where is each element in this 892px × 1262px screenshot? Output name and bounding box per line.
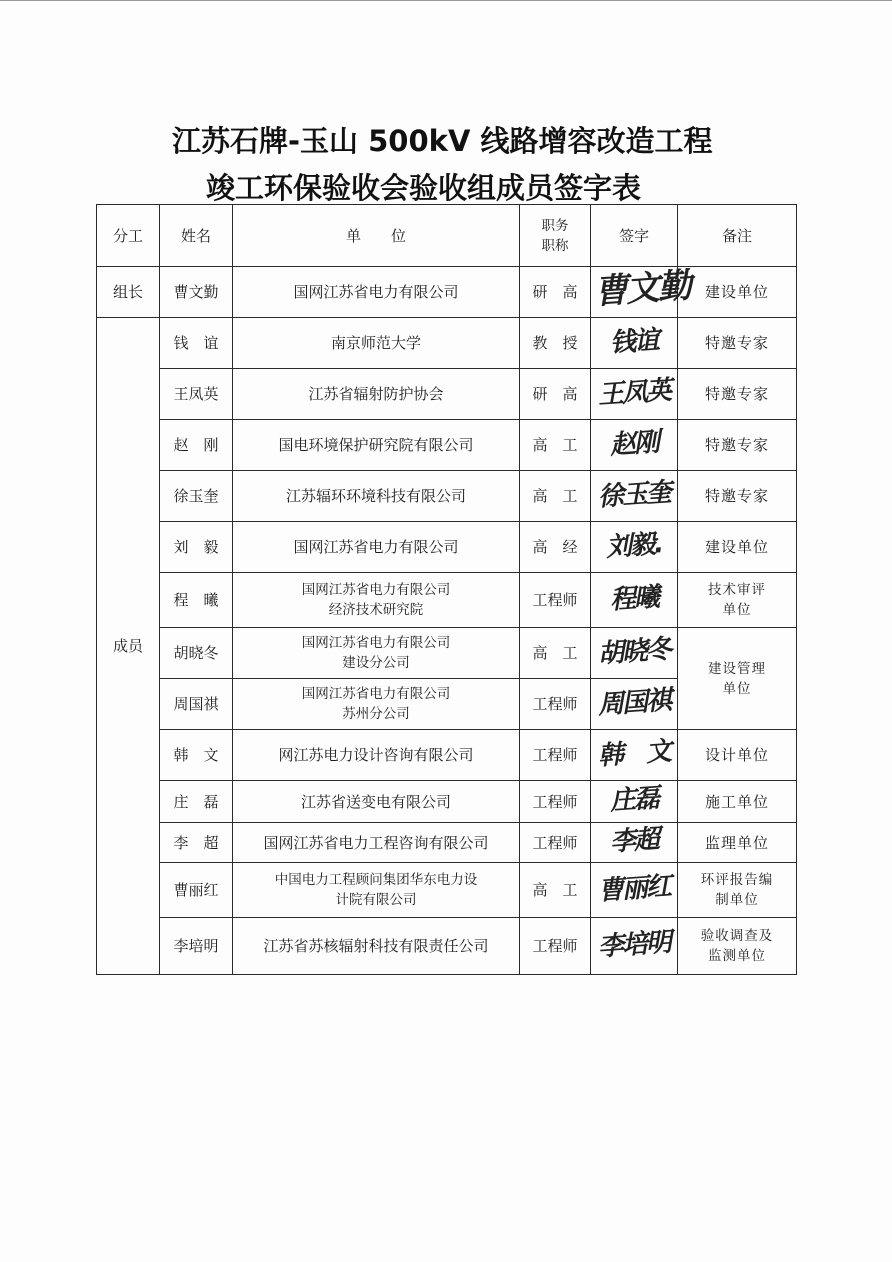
handwritten-signature: 王凤英: [597, 375, 671, 410]
table-row: [97, 628, 797, 679]
handwritten-signature: 曹文勤: [592, 265, 692, 313]
member-remark-line2: 单位: [722, 680, 752, 697]
member-unit: 国网江苏省电力有限公司: [233, 522, 520, 573]
table-row: [97, 369, 797, 420]
member-remark: 施工单位: [678, 781, 797, 823]
member-signature: [591, 628, 678, 679]
member-remark-line2: 单位: [722, 602, 752, 618]
member-title: 高 工: [520, 628, 591, 679]
member-name: 程 曦: [160, 573, 233, 628]
table-row: [97, 918, 797, 975]
member-remark: [678, 918, 797, 975]
member-unit: 国网江苏省电力工程咨询有限公司: [233, 823, 520, 863]
table-row: [97, 573, 797, 628]
member-signature: [591, 471, 678, 522]
leader-row: [97, 267, 797, 318]
header-name: 姓名: [160, 205, 233, 267]
member-title: 教 授: [520, 318, 591, 369]
member-title: 工程师: [520, 781, 591, 823]
member-remark: 建设单位: [678, 522, 797, 573]
member-name: 庄 磊: [160, 781, 233, 823]
handwritten-signature: 周国祺: [597, 685, 671, 720]
member-unit-line1: 中国电力工程顾问集团华东电力设: [274, 872, 478, 888]
member-remark: [678, 628, 797, 730]
member-remark: 监理单位: [678, 823, 797, 863]
member-remark: 设计单位: [678, 730, 797, 781]
member-remark-line1: 技术审评: [708, 582, 766, 598]
member-title: 研 高: [520, 369, 591, 420]
member-signature: [591, 918, 678, 975]
member-unit-line1: 国网江苏省电力有限公司: [301, 686, 451, 702]
member-unit: 网江苏电力设计咨询有限公司: [233, 730, 520, 781]
table-row: [97, 730, 797, 781]
member-name: 曹丽红: [160, 863, 233, 918]
member-signature: [591, 369, 678, 420]
member-unit: [233, 679, 520, 730]
table-row: [97, 471, 797, 522]
member-name: 胡晓冬: [160, 628, 233, 679]
member-title: 工程师: [520, 918, 591, 975]
member-unit-line2: 建设分公司: [342, 655, 410, 671]
member-signature: [591, 318, 678, 369]
table-row: [97, 863, 797, 918]
member-name: 李 超: [160, 823, 233, 863]
table-row: [97, 420, 797, 471]
member-title: 工程师: [520, 823, 591, 863]
header-title: [520, 205, 591, 267]
member-signature: [591, 730, 678, 781]
table-row: [97, 823, 797, 863]
leader-role: 组长: [97, 267, 160, 318]
header-signature: 签字: [591, 205, 678, 267]
member-remark: 特邀专家: [678, 318, 797, 369]
table-row: [97, 781, 797, 823]
handwritten-signature: 刘毅.: [605, 528, 663, 563]
handwritten-signature: 徐玉奎: [597, 477, 671, 512]
member-name: 周国祺: [160, 679, 233, 730]
member-unit: [233, 628, 520, 679]
member-signature: [591, 781, 678, 823]
leader-unit: 国网江苏省电力有限公司: [233, 267, 520, 318]
member-signature: [591, 823, 678, 863]
header-role: 分工: [97, 205, 160, 267]
member-unit: [233, 863, 520, 918]
member-unit: 江苏省送变电有限公司: [233, 781, 520, 823]
member-title: 高 工: [520, 863, 591, 918]
leader-signature: [591, 265, 692, 318]
member-name: 韩 文: [160, 730, 233, 781]
table-row: [97, 318, 797, 369]
member-unit-line2: 苏州分公司: [342, 706, 410, 722]
member-remark: 特邀专家: [678, 471, 797, 522]
member-signature: [591, 420, 678, 471]
member-unit: 江苏省辐射防护协会: [233, 369, 520, 420]
member-unit: 国电环境保护研究院有限公司: [233, 420, 520, 471]
member-title: 高 经: [520, 522, 591, 573]
handwritten-signature: 赵刚: [608, 426, 659, 461]
member-signature: [591, 679, 678, 730]
member-remark-line2: 制单位: [715, 892, 759, 908]
member-remark-line2: 监测单位: [708, 948, 766, 964]
member-signature: [591, 522, 678, 573]
header-unit: 单 位: [233, 205, 520, 267]
header-title-line1: 职务: [541, 217, 569, 234]
header-remark: 备注: [678, 205, 797, 267]
member-name: 李培明: [160, 918, 233, 975]
page-top-border: [0, 0, 892, 1]
handwritten-signature: 韩 文: [597, 736, 671, 771]
member-name: 赵 刚: [160, 420, 233, 471]
member-remark: 特邀专家: [678, 420, 797, 471]
member-name: 王凤英: [160, 369, 233, 420]
member-title: 工程师: [520, 730, 591, 781]
member-unit: 江苏省苏核辐射科技有限责任公司: [233, 918, 520, 975]
signature-table: [96, 204, 797, 975]
member-title: 高 工: [520, 420, 591, 471]
member-title: 高 工: [520, 471, 591, 522]
member-unit-line2: 经济技术研究院: [328, 602, 424, 618]
handwritten-signature: 钱谊: [608, 324, 659, 359]
member-unit: [233, 573, 520, 628]
handwritten-signature: 曹丽红: [597, 871, 671, 906]
member-remark-line1: 环评报告编: [700, 872, 774, 888]
handwritten-signature: 李培明: [597, 927, 671, 962]
member-remark: [678, 573, 797, 628]
member-unit-line1: 国网江苏省电力有限公司: [301, 582, 451, 598]
member-remark-line1: 验收调查及: [700, 928, 774, 944]
member-signature: [591, 863, 678, 918]
handwritten-signature: 庄磊: [608, 783, 659, 817]
leader-title: 研 高: [520, 267, 591, 318]
document-subtitle: 竣工环保验收会验收组成员签字表: [206, 171, 642, 205]
member-remark: [678, 863, 797, 918]
member-unit: 江苏辐环环境科技有限公司: [233, 471, 520, 522]
document-title: 江苏石牌-玉山 500kV 线路增容改造工程: [172, 124, 713, 158]
member-signature: [591, 573, 678, 628]
member-unit: 南京师范大学: [233, 318, 520, 369]
member-name: 徐玉奎: [160, 471, 233, 522]
header-title-line2: 职称: [541, 237, 569, 254]
member-unit-line1: 国网江苏省电力有限公司: [301, 635, 451, 651]
header-row: [97, 205, 797, 267]
member-name: 钱 谊: [160, 318, 233, 369]
member-title: 工程师: [520, 573, 591, 628]
member-name: 刘 毅: [160, 522, 233, 573]
member-remark-line1: 建设管理: [708, 660, 766, 677]
members-role: 成员: [97, 318, 160, 975]
leader-name: 曹文勤: [160, 267, 233, 318]
table-row: [97, 522, 797, 573]
leader-remark: 建设单位: [678, 267, 797, 318]
handwritten-signature: 胡晓冬: [597, 634, 671, 669]
member-title: 工程师: [520, 679, 591, 730]
handwritten-signature: 李超: [608, 824, 659, 858]
member-unit-line2: 计院有限公司: [335, 892, 417, 908]
member-remark: 特邀专家: [678, 369, 797, 420]
handwritten-signature: 程曦: [608, 581, 659, 616]
